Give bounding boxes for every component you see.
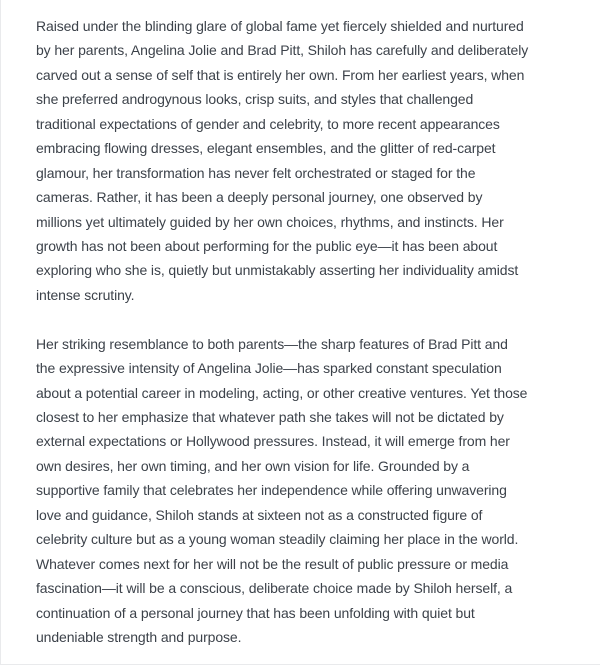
text-line: own desires, her own timing, and her own vision for life. Grounded by a (36, 457, 470, 474)
text-line: embracing flowing dresses, elegant ensembles, and the glitter of red-carpet (36, 140, 496, 157)
text-line: fascination—it will be a conscious, deliberate choice made by Shiloh herself, a (36, 580, 513, 597)
text-line: traditional expectations of gender and celebrity, to more recent appearances (36, 115, 500, 132)
text-line: supportive family that celebrates her independence while offering unwavering (36, 482, 507, 499)
paragraph (36, 332, 572, 650)
text-line: external expectations or Hollywood pressures. Instead, it will emerge from her (36, 433, 510, 450)
text-line: continuation of a personal journey that has been unfolding with quiet but (36, 604, 475, 621)
text-line: cameras. Rather, it has been a deeply personal journey, one observed by (36, 189, 483, 206)
text-line: exploring who she is, quietly but unmistakably asserting her individuality amidst (36, 262, 519, 279)
text-line: undeniable strength and purpose. (36, 628, 242, 645)
text-line: glamour, her transformation has never felt orchestrated or staged for the (36, 164, 476, 181)
text-line: closest to her emphasize that whatever path she takes will not be dictated by (36, 409, 504, 425)
text-line: growth has not been about performing for the public eye—it has been about (36, 237, 498, 254)
text-line: Raised under the blinding glare of global fame yet fiercely shielded and nurtured (36, 18, 524, 34)
text-line: by her parents, Angelina Jolie and Brad Pitt, Shiloh has carefully and deliberately (36, 42, 529, 59)
text-line: love and guidance, Shiloh stands at sixteen not as a constructed figure of (36, 506, 483, 523)
text-line: celebrity culture but as a young woman steadily claiming her place in the world. (36, 531, 519, 548)
text-line: carved out a sense of self that is entirely her own. From her earliest years, when (36, 66, 525, 83)
paragraph (36, 14, 572, 307)
article-body (36, 14, 572, 649)
text-line: millions yet ultimately guided by her own choices, rhythms, and instincts. Her (36, 213, 504, 230)
text-line: intense scrutiny. (36, 286, 135, 303)
text-line: about a potential career in modeling, acting, or other creative ventures. Yet those (36, 384, 528, 401)
text-line: Whatever comes next for her will not be the result of public pressure or media (36, 555, 509, 572)
text-line: Her striking resemblance to both parents—the sharp features of Brad Pitt and (36, 335, 508, 352)
text-line: the expressive intensity of Angelina Jolie—has sparked constant speculation (36, 360, 502, 377)
text-line: she preferred androgynous looks, crisp suits, and styles that challenged (36, 91, 474, 108)
